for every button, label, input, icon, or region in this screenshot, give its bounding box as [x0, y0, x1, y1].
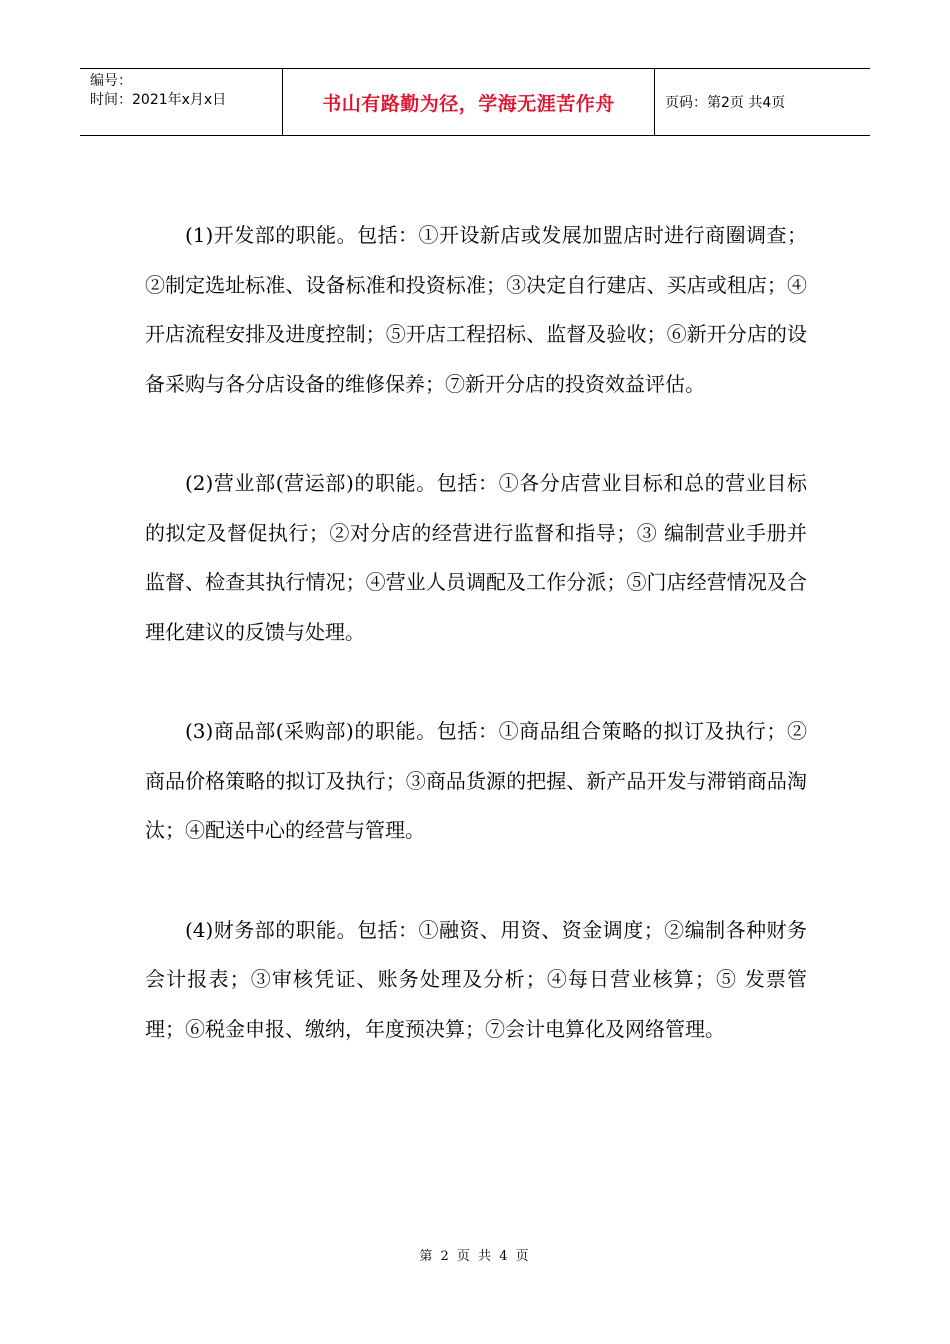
paragraph-merchandise-dept: (3)商品部(采购部)的职能。包括：①商品组合策略的拟订及执行；②商品价格策略的拟订及执行；③商品货源的把握、新产品开发与滞销商品淘汰；④配送中心的经营与管理。 [145, 719, 807, 842]
header-meta-cell [80, 69, 283, 135]
header-motto-cell [283, 69, 655, 135]
page-footer [0, 1245, 950, 1264]
document-number-label: 编号： [90, 73, 132, 89]
header-page-cell [655, 69, 870, 135]
document-header [80, 68, 870, 136]
footer-page-number: 第 2 页 共 4 页 [419, 1249, 531, 1264]
document-time-label: 时间：2021年x月x日 [90, 92, 227, 108]
paragraph-finance-dept: (4)财务部的职能。包括：①融资、用资、资金调度；②编制各种财务会计报表；③审核凭证、账务处理及分析；④每日营业核算；⑤ 发票管理；⑥税金申报、缴纳，年度预决算；⑦会计电算化及网络管理。 [145, 917, 807, 1041]
header-motto: 书山有路勤为径，学海无涯苦作舟 [322, 92, 615, 115]
paragraph-sales-dept: (2)营业部(营运部)的职能。包括：①各分店营业目标和总的营业目标的拟定及督促执行；②对分店的经营进行监督和指导；③ 编制营业手册并监督、检查其执行情况；④营业人员调配及工作分派；⑤门店经营情况及合理化建议的反馈与处理。 [145, 471, 807, 644]
paragraph-development-dept: (1)开发部的职能。包括：①开设新店或发展加盟店时进行商圈调查；②制定选址标准、设备标准和投资标准；③决定自行建店、买店或租店；④开店流程安排及进度控制；⑤开店工程招标、监督及验收；⑥新开分店的设备采购与各分店设备的维修保养；⑦新开分店的投资效益评估。 [145, 223, 807, 396]
header-page-code: 页码：第2页 共4页 [665, 95, 786, 111]
document-body [145, 211, 807, 1104]
